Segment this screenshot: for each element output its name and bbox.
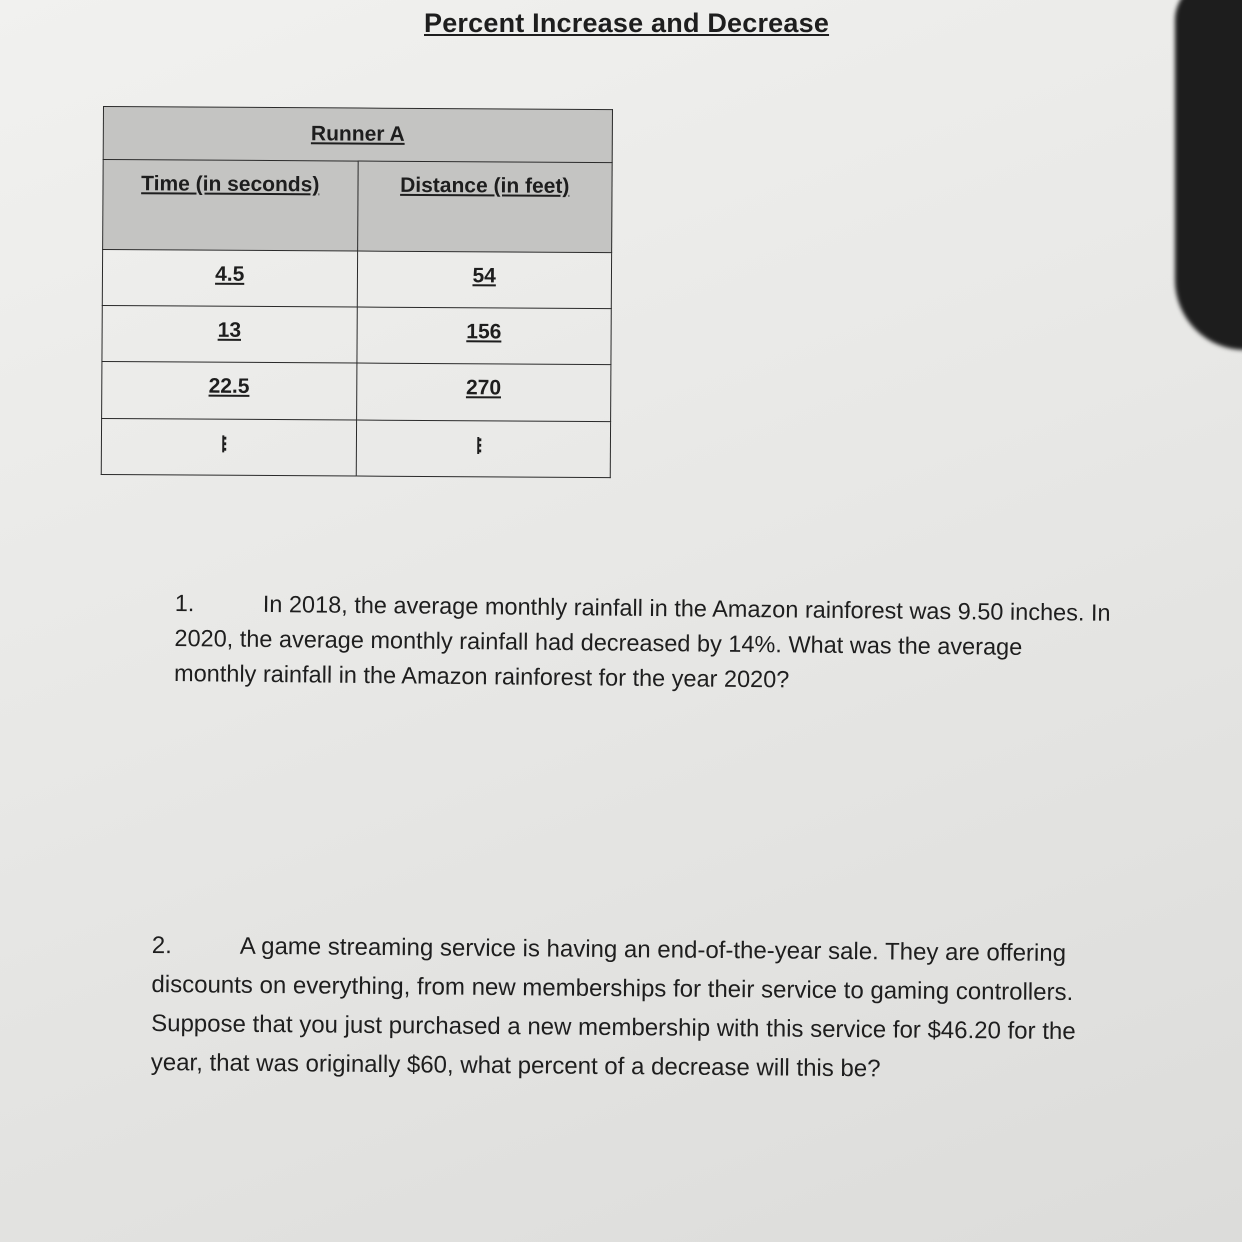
worksheet-title: Percent Increase and Decrease <box>424 8 830 38</box>
column-header-time: Time (in seconds) <box>103 160 358 251</box>
ellipsis-mark: ... <box>473 436 496 454</box>
problem-number: 1. <box>174 589 195 617</box>
problem-line: monthly rainfall in the Amazon rainforest for the year 2020? <box>173 659 790 693</box>
table-cell-ellipsis <box>101 418 356 476</box>
table-cell: 156 <box>356 307 611 365</box>
table-row <box>101 418 610 477</box>
table-cell: 54 <box>357 251 612 309</box>
problem-line: 1. In 2018, the average monthly rainfall in the Amazon rainforest was 9.50 inches. In <box>175 586 1111 631</box>
problem-line: discounts on everything, from new memberships for their service to gaming controllers. <box>151 970 1074 1007</box>
table-caption: Runner A <box>103 107 612 163</box>
runner-a-table <box>101 106 613 478</box>
ellipsis-mark: ... <box>218 435 241 452</box>
table-cell: 270 <box>356 363 611 421</box>
problem-2 <box>151 926 1077 1090</box>
problem-number: 2. <box>151 931 172 960</box>
table-cell: 22.5 <box>102 362 357 420</box>
table-row <box>102 362 611 421</box>
table-cell: 4.5 <box>102 249 357 307</box>
problem-line: Suppose that you just purchased a new membership with this service for $46.20 for the <box>151 1009 1076 1046</box>
table-cell-ellipsis <box>356 420 611 478</box>
photo-shadow <box>1175 0 1242 350</box>
table-cell: 13 <box>102 306 357 364</box>
problem-1 <box>174 586 1111 701</box>
column-header-distance: Distance (in feet) <box>357 161 612 252</box>
table-row <box>102 249 611 308</box>
problem-line: 2. A game streaming service is having an end-of-the-year sale. They are offering <box>152 926 1077 973</box>
problem-line: year, that was originally $60, what percent of a decrease will this be? <box>150 1048 881 1083</box>
problem-line: 2020, the average monthly rainfall had decreased by 14%. What was the average <box>174 624 1023 660</box>
table-row <box>102 306 611 365</box>
